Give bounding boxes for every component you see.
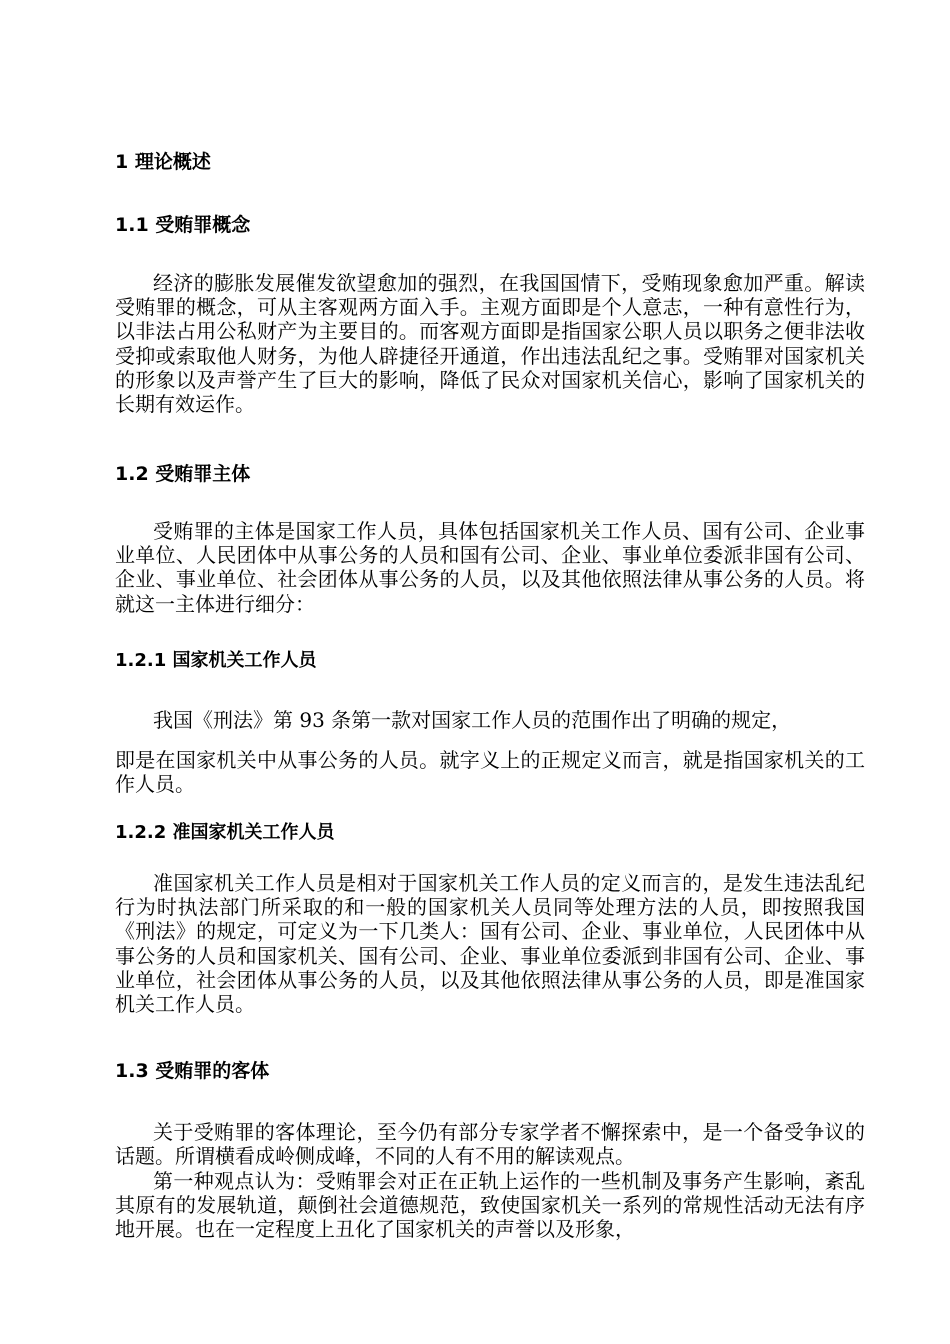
paragraph-quasi-state-staff: 准国家机关工作人员是相对于国家机关工作人员的定义而言的，是发生违法乱纪行为时执法部门所采取的和一般的国家机关人员同等处理方法的人员，即按照我国《刑法》的规定，可定义为一下几类人：国有公司、企业、事业单位，人民团体中从事公务的人员和国家机关、国有公司、企业、事业单位委派到非国有公司、企业、事业单位，社会团体从事公务的人员，以及其他依照法律从事公务的人员，即是准国家机关工作人员。 bbox=[115, 871, 865, 1017]
paragraph-state-staff-rest: 即是在国家机关中从事公务的人员。就字义上的正规定义而言，就是指国家机关的工作人员。 bbox=[115, 748, 865, 797]
paragraph-subject: 受贿罪的主体是国家工作人员，具体包括国家机关工作人员、国有公司、企业事业单位、人民团体中从事公务的人员和国有公司、企业、事业单位委派非国有公司、企业、事业单位、社会团体从事公务的人员，以及其他依照法律从事公务的人员。将就这一主体进行细分： bbox=[115, 519, 865, 616]
paragraph-concept: 经济的膨胀发展催发欲望愈加的强烈，在我国国情下，受贿现象愈加严重。解读受贿罪的概念，可从主客观两方面入手。主观方面即是个人意志，一种有意性行为，以非法占用公私财产为主要目的。而客观方面即是指国家公职人员以职务之便非法收受抑或索取他人财务，为他人辟捷径开通道，作出违法乱纪之事。受贿罪对国家机关的形象以及声誉产生了巨大的影响，降低了民众对国家机关信心，影响了国家机关的长期有效运作。 bbox=[115, 271, 865, 417]
paragraph-state-staff-line1: 我国《刑法》第 93 条第一款对国家工作人员的范围作出了明确的规定， bbox=[153, 708, 792, 732]
heading-1-2-1: 1.2.1 国家机关工作人员 bbox=[115, 650, 317, 671]
heading-1-3: 1.3 受贿罪的客体 bbox=[115, 1060, 270, 1082]
paragraph-object-intro: 关于受贿罪的客体理论，至今仍有部分专家学者不懈探索中，是一个备受争议的话题。所谓横看成岭侧成峰，不同的人有不用的解读观点。 bbox=[115, 1120, 865, 1169]
heading-1-2-2: 1.2.2 准国家机关工作人员 bbox=[115, 822, 335, 843]
heading-1-2: 1.2 受贿罪主体 bbox=[115, 463, 251, 485]
heading-1: 1 理论概述 bbox=[115, 151, 211, 173]
paragraph-object-view1: 第一种观点认为：受贿罪会对正在正轨上运作的一些机制及事务产生影响，紊乱其原有的发展轨道，颠倒社会道德规范，致使国家机关一系列的常规性活动无法有序地开展。也在一定程度上丑化了国家机关的声誉以及形象， bbox=[115, 1169, 865, 1242]
heading-1-1: 1.1 受贿罪概念 bbox=[115, 214, 251, 236]
